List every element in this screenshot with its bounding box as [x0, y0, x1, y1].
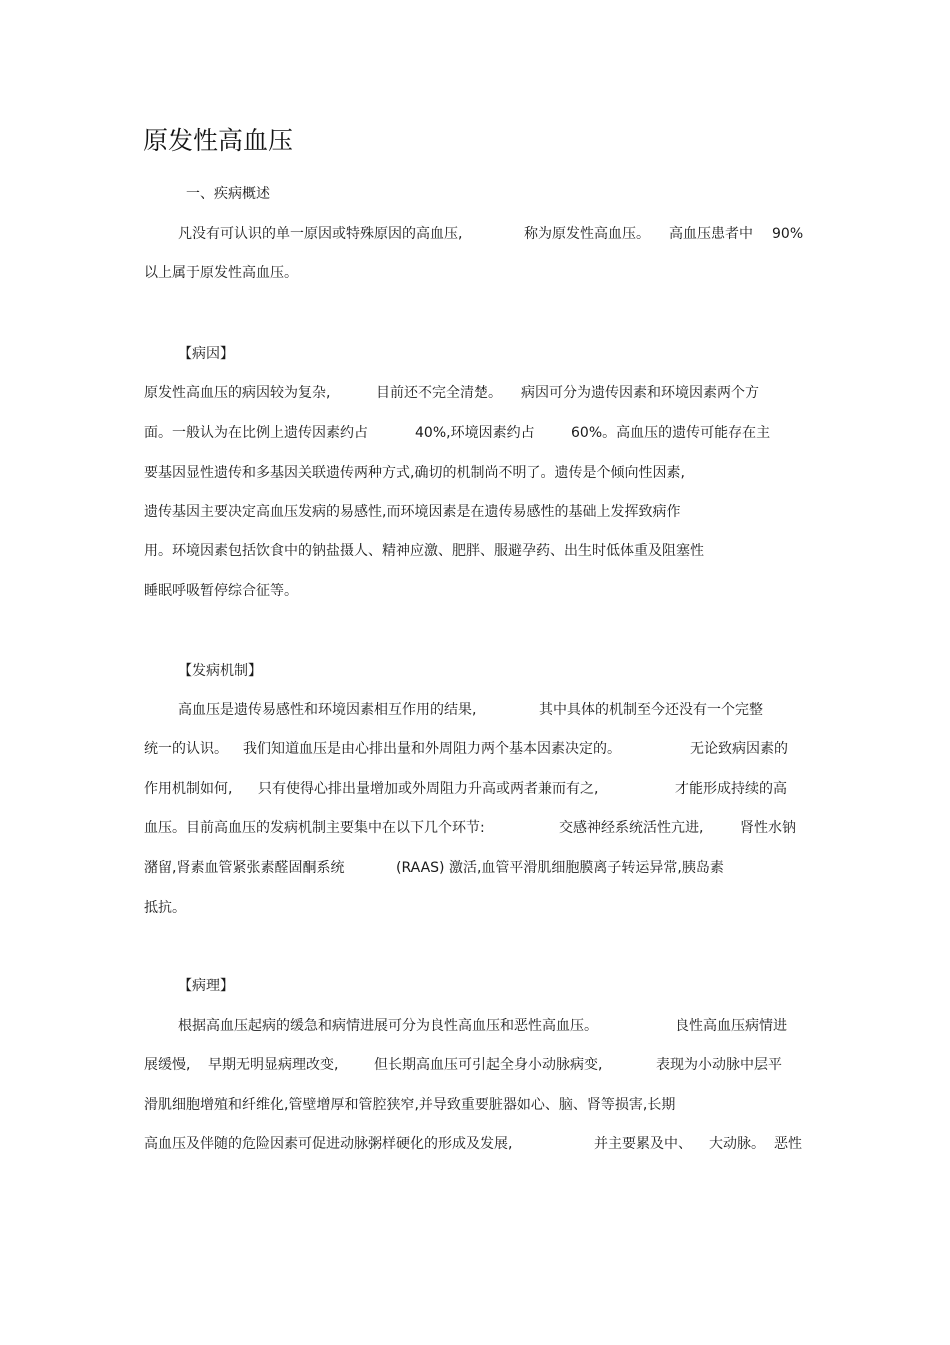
text-segment: 才能形成持续的高: [675, 781, 787, 797]
paragraph-line: 要基因显性遗传和多基因关联遗传两种方式,确切的机制尚不明了。遗传是个倾向性因素,: [144, 465, 685, 481]
text-segment: 并主要累及中、: [594, 1136, 692, 1152]
paragraph-line: 用。环境因素包括饮食中的钠盐摄人、精神应激、肥胖、服避孕药、出生时低体重及阻塞性: [144, 543, 704, 559]
text-segment: 面。一般认为在比例上遗传因素约占: [144, 425, 368, 441]
text-segment: 我们知道血压是由心排出量和外周阻力两个基本因素决定的。: [243, 741, 621, 757]
section-heading-etiology: 【病因】: [178, 346, 234, 362]
text-segment: 90%: [772, 226, 804, 242]
text-segment: 作用机制如何,: [144, 781, 233, 797]
text-segment: 原发性高血压的病因较为复杂,: [144, 385, 331, 401]
text-segment: 目前还不完全清楚。: [376, 385, 502, 401]
text-segment: 40%,环境因素约占: [415, 425, 535, 441]
text-segment: 良性高血压病情进: [675, 1018, 787, 1034]
text-segment: 病因可分为遗传因素和环境因素两个方: [521, 385, 759, 401]
text-segment: 无论致病因素的: [690, 741, 788, 757]
text-segment: 高血压患者中: [669, 226, 753, 242]
text-segment: 称为原发性高血压。: [524, 226, 650, 242]
text-segment: 早期无明显病理改变,: [208, 1057, 339, 1073]
paragraph-line: 以上属于原发性高血压。: [144, 265, 298, 281]
text-segment: 恶性: [774, 1136, 802, 1152]
paragraph-line: 遗传基因主要决定高血压发病的易感性,而环境因素是在遗传易感性的基础上发挥致病作: [144, 504, 681, 520]
text-segment: 展缓慢,: [144, 1057, 191, 1073]
paragraph-line: 睡眠呼吸暂停综合征等。: [144, 583, 298, 599]
text-segment: 凡没有可认识的单一原因或特殊原因的高血压,: [178, 226, 463, 242]
text-segment: 高血压是遗传易感性和环境因素相互作用的结果,: [178, 702, 477, 718]
text-segment: 高血压及伴随的危险因素可促进动脉粥样硬化的形成及发展,: [144, 1136, 513, 1152]
text-segment: 表现为小动脉中层平: [656, 1057, 782, 1073]
paragraph-line: 抵抗。: [144, 900, 186, 916]
text-segment: 大动脉。: [709, 1136, 765, 1152]
section-heading-pathology: 【病理】: [178, 978, 234, 994]
paragraph-line: 滑肌细胞增殖和纤维化,管壁增厚和管腔狭窄,并导致重要脏器如心、脑、肾等损害,长期: [144, 1097, 676, 1113]
text-segment: 潴留,肾素血管紧张素醛固酮系统: [144, 860, 345, 876]
text-segment: 根据高血压起病的缓急和病情进展可分为良性高血压和恶性高血压。: [178, 1018, 598, 1034]
section-heading-overview: 一、疾病概述: [186, 186, 270, 202]
text-segment: 60%。高血压的遗传可能存在主: [571, 425, 771, 441]
section-heading-pathogenesis: 【发病机制】: [178, 663, 262, 679]
text-segment: 统一的认识。: [144, 741, 228, 757]
text-segment: (RAAS) 激活,血管平滑肌细胞膜离子转运异常,胰岛素: [396, 860, 724, 876]
text-segment: 交感神经系统活性亢进,: [559, 820, 704, 836]
text-segment: 肾性水钠: [740, 820, 796, 836]
text-segment: 只有使得心排出量增加或外周阻力升高或两者兼而有之,: [258, 781, 599, 797]
text-segment: 血压。目前高血压的发病机制主要集中在以下几个环节:: [144, 820, 485, 836]
text-segment: 但长期高血压可引起全身小动脉病变,: [374, 1057, 603, 1073]
text-segment: 其中具体的机制至今还没有一个完整: [539, 702, 763, 718]
document-title: 原发性高血压: [143, 126, 294, 155]
